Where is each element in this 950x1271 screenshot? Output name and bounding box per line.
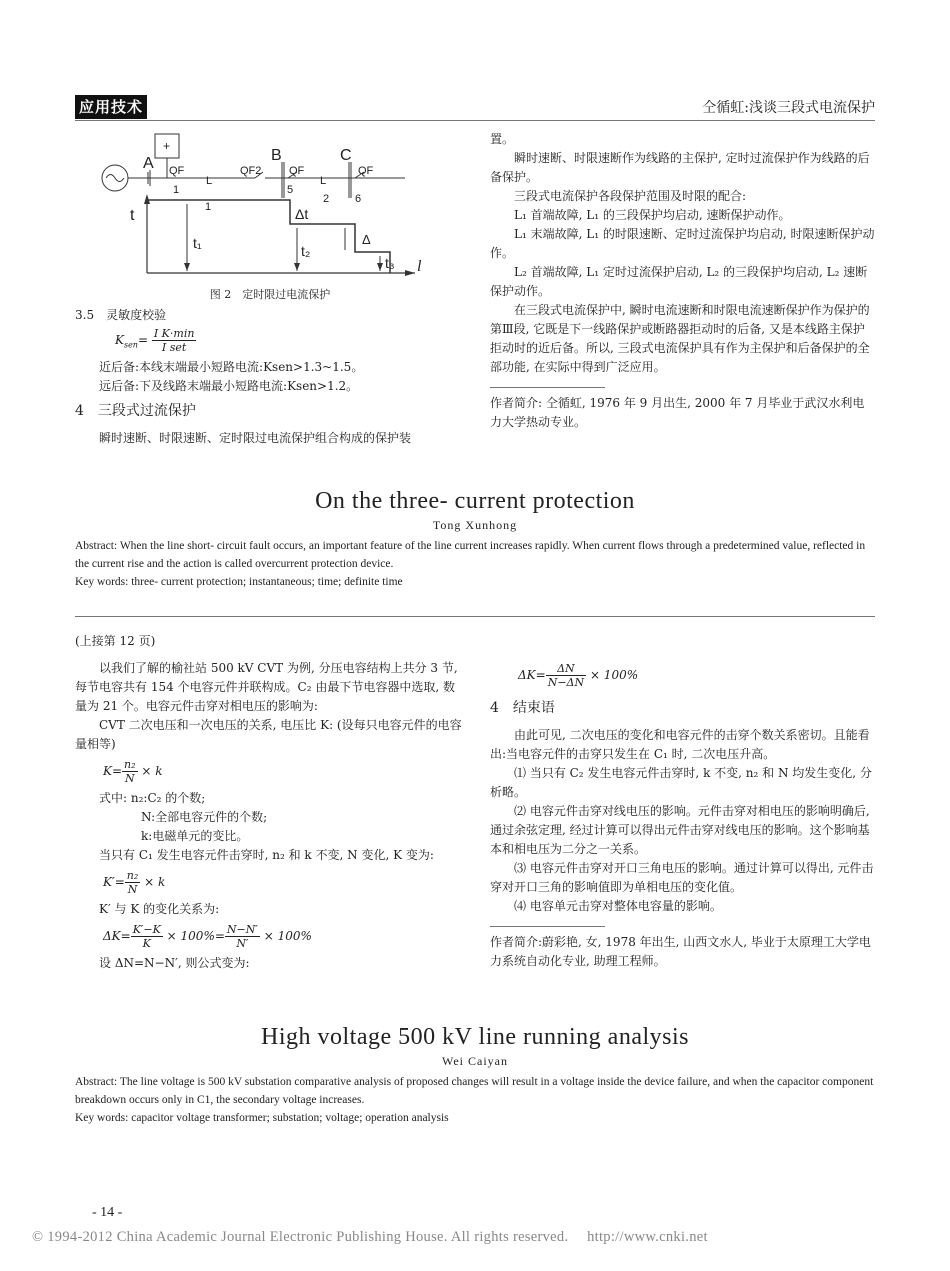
formula-delta-k: ΔK= $\frac{K'-K}{K}$ × 100%= $\frac{N-N'}{N'}$ × 100% (103, 923, 312, 950)
label-qf3: QF (289, 165, 305, 177)
left-column-bottom (75, 632, 465, 973)
paragraph: 在三段式电流保护中, 瞬时电流速断和时限电流速断保护作为保护的第Ⅲ段, 它既是下一线路保护或断路器拒动时的后备, 又是本线路主保护拒动时的近后备。所以, 三段式电流保护具有作为主保护和后备保护的全部功能, 在实际中得到广泛应用。 (490, 303, 870, 374)
label-t3: t₃ (385, 255, 395, 271)
label-qf4: QF (358, 165, 374, 177)
label-B: B (271, 147, 282, 164)
right-column-bottom (490, 662, 875, 971)
paragraph: ⑷ 电容单元击穿对整体电容量的影响。 (514, 899, 722, 913)
sine-icon (106, 175, 124, 182)
label-t2: t₂ (301, 243, 311, 259)
near-backup-text: 近后备:本线末端最小短路电流:Ksen>1.3~1.5。 (99, 360, 364, 375)
label-L1: L (206, 175, 213, 187)
left-column-top (75, 306, 465, 448)
paragraph: k:电磁单元的变比。 (141, 829, 249, 843)
article-2-abstract-block (75, 1073, 875, 1127)
section-label: 应用技术 (75, 95, 147, 119)
author-note: 作者简介:蔚彩艳, 女, 1978 年出生, 山西文水人, 毕业于太原理工大学电力系统自动化专业, 助理工程师。 (490, 935, 871, 968)
running-title: 仝循虹:浅谈三段式电流保护 (702, 100, 875, 116)
formula-k-prime: K′= $\frac{\text{n₂}}{N}$ × k (103, 869, 166, 896)
label-n6: 6 (355, 193, 362, 205)
label-n1: 1 (173, 184, 180, 196)
formula-k: K= $\frac{\text{n₂}}{N}$ × k (103, 758, 163, 785)
header-rule (75, 120, 875, 121)
label-L2: L (320, 175, 327, 187)
paragraph: 置。 (490, 132, 515, 146)
paragraph: 瞬时速断、时限速断作为线路的主保护, 定时过流保护作为线路的后备保护。 (490, 151, 870, 184)
label-C: C (340, 147, 352, 164)
label-n1b: 1 (205, 201, 212, 213)
article-2-abstract: Abstract: The line voltage is 500 kV substation comparative analysis of proposed changes will result in a voltage inside the device failure, and when the capacitor component breakdown occurs only in C1, the secondary voltage increases. (75, 1076, 874, 1106)
paragraph: L₂ 首端故障, L₁ 定时过流保护启动, L₂ 的三段保护均启动, L₂ 速断保护动作。 (490, 265, 868, 298)
formula-delta-k-2: ΔK= $\frac{\Delta N}{N-\Delta N}$ × 100% (518, 662, 639, 689)
right-column-top (490, 130, 875, 432)
paragraph: K′ 与 K 的变化关系为: (99, 902, 220, 916)
label-qf1: QF (169, 165, 185, 177)
figure-2-diagram (75, 128, 465, 288)
author-note-rule (490, 926, 605, 927)
label-plus: + (163, 139, 171, 153)
paragraph: 式中: n₂:C₂ 的个数; (99, 791, 206, 805)
article-2-keywords: Key words: capacitor voltage transformer; substation; voltage; operation analysis (75, 1112, 449, 1124)
sensitivity-formula: $K_{sen}=$ $\frac{\text{I K·min}}{\text{I set}}$ (115, 327, 195, 354)
label-t: t (130, 207, 135, 224)
article-1-title: On the three- current protection (315, 488, 635, 514)
article-1-keywords: Key words: three- current protection; instantaneous; time; definite time (75, 576, 403, 588)
author-note-rule (490, 387, 605, 388)
conclusion-heading: 4 结束语 (490, 700, 555, 716)
page-number: - 14 - (92, 1205, 123, 1220)
far-backup-text: 远后备:下及线路末端最小短路电流:Ksen>1.2。 (99, 379, 359, 394)
label-t1: t₁ (193, 235, 202, 251)
paragraph: L₁ 首端故障, L₁ 的三段保护均启动, 速断保护动作。 (514, 208, 791, 222)
t-axis-arrow (144, 194, 150, 204)
paragraph: 以我们了解的榆社站 500 kV CVT 为例, 分压电容结构上共分 3 节, 每节电容共有 154 个电容元件并联构成。C₂ 由最下节电容器中选取, 数量为 21 个。电容元件击穿对相电压的影响为: (75, 661, 458, 713)
label-l: l (417, 258, 422, 275)
paragraph: 设 ΔN=N−N′, 则公式变为: (99, 956, 250, 970)
article-2-title: High voltage 500 kV line running analysis (260, 1024, 689, 1050)
section-4-heading: 4 三段式过流保护 (75, 403, 196, 420)
label-n5: 5 (287, 184, 294, 196)
paragraph: 当只有 C₁ 发生电容元件击穿时, n₂ 和 k 不变, N 变化, K 变为: (99, 848, 434, 862)
label-n2: 2 (323, 193, 330, 205)
figure-2-caption: 图 2 定时限过电流保护 (209, 288, 331, 301)
article-1-author: Tong Xunhong (432, 518, 518, 532)
l-axis-arrow (405, 270, 415, 276)
section-divider (75, 616, 875, 617)
author-note: 作者简介: 仝循虹, 1976 年 9 月出生, 2000 年 7 月毕业于武汉水利电力大学热动专业。 (490, 396, 865, 429)
article-1-abstract-block (75, 537, 875, 591)
paragraph: CVT 二次电压和一次电压的关系, 电压比 K: (设每只电容元件的电容量相等) (75, 718, 462, 751)
label-A: A (143, 155, 154, 172)
label-dt: Δt (295, 206, 309, 222)
continued-from: (上接第 12 页) (75, 634, 156, 648)
label-delta: Δ (362, 232, 371, 247)
paragraph: L₁ 末端故障, L₁ 的时限速断、定时过流保护均启动, 时限速断保护动作。 (490, 227, 875, 260)
paragraph: ⑵ 电容元件击穿对线电压的影响。元件击穿对相电压的影响明确后, 通过余弦定理, 经过计算可以得出元件击穿对线电压的影响。这个影响基本和相电压为二分之一关系。 (490, 804, 870, 856)
label-qf2: QF2 (240, 165, 262, 177)
article-2-author: Wei Caiyan (441, 1054, 508, 1068)
paragraph: 瞬时速断、时限速断、定时限过电流保护组合构成的保护装 (99, 431, 412, 446)
section-3-5-heading: 3.5 灵敏度校验 (75, 308, 167, 322)
paragraph: N:全部电容元件的个数; (141, 810, 268, 824)
article-1-abstract: Abstract: When the line short- circuit fault occurs, an important feature of the line current increases rapidly. When current flows through a predetermined value, reflected in the current rise and the action is called overcurrent protection device. (75, 540, 866, 570)
paragraph: ⑶ 电容元件击穿对开口三角电压的影响。通过计算可以得出, 元件击穿对开口三角的影响值即为单相电压的变化值。 (490, 861, 874, 894)
paragraph: 三段式电流保护各段保护范围及时限的配合: (514, 189, 747, 203)
paragraph: ⑴ 当只有 C₂ 发生电容元件击穿时, k 不变, n₂ 和 N 均发生变化, 分析略。 (490, 766, 872, 799)
paragraph: 由此可见, 二次电压的变化和电容元件的击穿个数关系密切。且能看出:当电容元件的击穿只发生在 C₁ 时, 二次电压升高。 (490, 728, 870, 761)
copyright-notice: © 1994-2012 China Academic Journal Electronic Publishing House. All rights reserved. http://www.cnki.net (32, 1229, 708, 1245)
